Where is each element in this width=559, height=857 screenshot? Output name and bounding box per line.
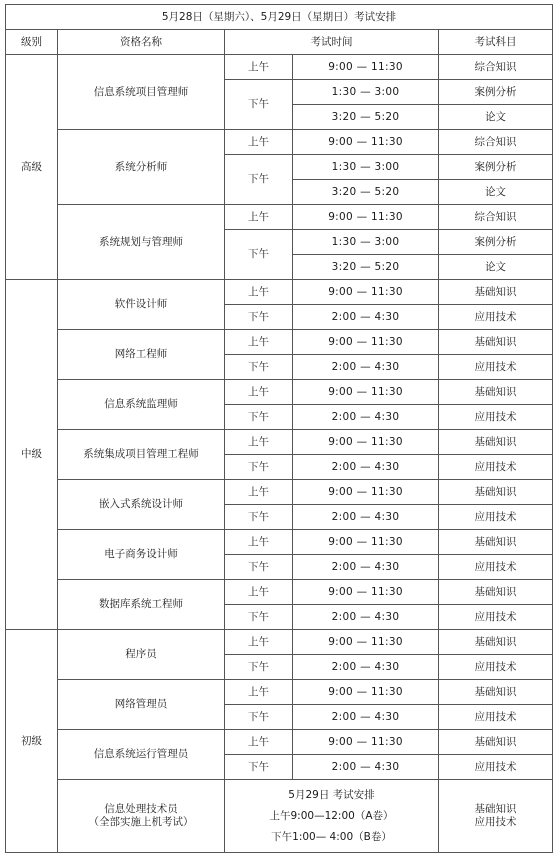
table-row bbox=[6, 630, 553, 655]
period-cell: 下午 bbox=[225, 605, 293, 630]
level-cell: 初级 bbox=[6, 630, 58, 853]
table-row bbox=[6, 730, 553, 755]
period-cell: 上午 bbox=[225, 380, 293, 405]
period-cell: 下午 bbox=[225, 355, 293, 380]
qualification-line: 信息处理技术员 bbox=[104, 803, 178, 815]
period-cell: 上午 bbox=[225, 55, 293, 80]
period-cell: 下午 bbox=[225, 655, 293, 680]
period-cell: 上午 bbox=[225, 580, 293, 605]
subject-cell: 基础知识 bbox=[439, 330, 553, 355]
subject-cell: 应用技术 bbox=[439, 455, 553, 480]
qualification-cell: 电子商务设计师 bbox=[58, 530, 225, 580]
table-row bbox=[6, 55, 553, 80]
subject-cell: 应用技术 bbox=[439, 755, 553, 780]
time-cell: 2:00 — 4:30 bbox=[293, 355, 439, 380]
qualification-cell: 系统分析师 bbox=[58, 130, 225, 205]
time-cell: 2:00 — 4:30 bbox=[293, 405, 439, 430]
line-gap bbox=[225, 802, 438, 810]
period-cell: 下午 bbox=[225, 705, 293, 730]
header-exam-time: 考试时间 bbox=[225, 30, 439, 55]
subject-cell: 应用技术 bbox=[439, 655, 553, 680]
qualification-cell bbox=[58, 780, 225, 853]
header-qualification: 资格名称 bbox=[58, 30, 225, 55]
qualification-cell: 系统集成项目管理工程师 bbox=[58, 430, 225, 480]
qualification-cell: 信息系统监理师 bbox=[58, 380, 225, 430]
period-cell: 上午 bbox=[225, 330, 293, 355]
period-cell: 上午 bbox=[225, 130, 293, 155]
subject-cell: 基础知识 bbox=[439, 480, 553, 505]
subject-line: 基础知识 bbox=[474, 803, 517, 815]
header-subject: 考试科目 bbox=[439, 30, 553, 55]
time-cell: 9:00 — 11:30 bbox=[293, 430, 439, 455]
table-row bbox=[6, 480, 553, 505]
period-cell: 下午 bbox=[225, 405, 293, 430]
header-row bbox=[6, 30, 553, 55]
time-cell: 2:00 — 4:30 bbox=[293, 305, 439, 330]
subject-cell: 论文 bbox=[439, 105, 553, 130]
table-row bbox=[6, 580, 553, 605]
subject-cell: 基础知识 bbox=[439, 280, 553, 305]
qualification-cell: 网络工程师 bbox=[58, 330, 225, 380]
qualification-cell: 信息系统运行管理员 bbox=[58, 730, 225, 780]
subject-cell: 应用技术 bbox=[439, 355, 553, 380]
qualification-cell: 系统规划与管理师 bbox=[58, 205, 225, 280]
subject-cell: 基础知识 bbox=[439, 680, 553, 705]
subject-cell: 基础知识 bbox=[439, 530, 553, 555]
subject-cell: 应用技术 bbox=[439, 705, 553, 730]
time-cell: 3:20 — 5:20 bbox=[293, 255, 439, 280]
table-row bbox=[6, 780, 553, 853]
title-row bbox=[6, 5, 553, 30]
table-row bbox=[6, 530, 553, 555]
subject-cell: 综合知识 bbox=[439, 55, 553, 80]
level-cell: 中级 bbox=[6, 280, 58, 630]
table-row bbox=[6, 280, 553, 305]
period-cell: 下午 bbox=[225, 305, 293, 330]
period-cell: 上午 bbox=[225, 430, 293, 455]
time-cell: 9:00 — 11:30 bbox=[293, 380, 439, 405]
period-cell: 上午 bbox=[225, 530, 293, 555]
subject-cell bbox=[439, 780, 553, 853]
subject-cell: 基础知识 bbox=[439, 380, 553, 405]
time-cell: 9:00 — 11:30 bbox=[293, 205, 439, 230]
time-cell: 9:00 — 11:30 bbox=[293, 280, 439, 305]
header-level: 级别 bbox=[6, 30, 58, 55]
subject-cell: 综合知识 bbox=[439, 130, 553, 155]
table-row bbox=[6, 380, 553, 405]
time-cell: 9:00 — 11:30 bbox=[293, 130, 439, 155]
time-cell: 2:00 — 4:30 bbox=[293, 555, 439, 580]
time-cell: 9:00 — 11:30 bbox=[293, 580, 439, 605]
period-cell: 下午 bbox=[225, 455, 293, 480]
subject-cell: 论文 bbox=[439, 180, 553, 205]
time-line: 上午9:00—12:00（A卷） bbox=[269, 809, 394, 822]
time-cell: 3:20 — 5:20 bbox=[293, 180, 439, 205]
subject-cell: 综合知识 bbox=[439, 205, 553, 230]
period-cell: 下午 bbox=[225, 555, 293, 580]
period-cell: 下午 bbox=[225, 230, 293, 280]
subject-cell: 基础知识 bbox=[439, 730, 553, 755]
qualification-cell: 程序员 bbox=[58, 630, 225, 680]
time-line: 5月29日 考试安排 bbox=[288, 788, 375, 801]
time-cell: 9:00 — 11:30 bbox=[293, 530, 439, 555]
time-cell: 1:30 — 3:00 bbox=[293, 230, 439, 255]
qualification-cell: 软件设计师 bbox=[58, 280, 225, 330]
period-cell: 下午 bbox=[225, 155, 293, 205]
subject-cell: 论文 bbox=[439, 255, 553, 280]
table-row bbox=[6, 680, 553, 705]
qualification-cell: 网络管理员 bbox=[58, 680, 225, 730]
exam-schedule-table bbox=[5, 4, 553, 853]
table-row bbox=[6, 330, 553, 355]
subject-cell: 案例分析 bbox=[439, 230, 553, 255]
time-cell: 1:30 — 3:00 bbox=[293, 80, 439, 105]
table-title: 5月28日（星期六）、5月29日（星期日）考试安排 bbox=[6, 5, 553, 30]
period-cell: 上午 bbox=[225, 280, 293, 305]
subject-cell: 案例分析 bbox=[439, 80, 553, 105]
time-cell: 2:00 — 4:30 bbox=[293, 755, 439, 780]
qualification-cell: 嵌入式系统设计师 bbox=[58, 480, 225, 530]
time-cell: 3:20 — 5:20 bbox=[293, 105, 439, 130]
subject-cell: 应用技术 bbox=[439, 305, 553, 330]
period-cell: 上午 bbox=[225, 680, 293, 705]
period-cell: 下午 bbox=[225, 80, 293, 130]
period-cell: 下午 bbox=[225, 505, 293, 530]
subject-cell: 基础知识 bbox=[439, 630, 553, 655]
qualification-cell: 数据库系统工程师 bbox=[58, 580, 225, 630]
qualification-cell: 信息系统项目管理师 bbox=[58, 55, 225, 130]
time-cell: 2:00 — 4:30 bbox=[293, 655, 439, 680]
time-cell: 2:00 — 4:30 bbox=[293, 505, 439, 530]
subject-cell: 基础知识 bbox=[439, 580, 553, 605]
table-row bbox=[6, 430, 553, 455]
combined-time-cell bbox=[225, 780, 439, 853]
time-cell: 2:00 — 4:30 bbox=[293, 705, 439, 730]
subject-cell: 基础知识 bbox=[439, 430, 553, 455]
subject-cell: 应用技术 bbox=[439, 605, 553, 630]
time-cell: 9:00 — 11:30 bbox=[293, 630, 439, 655]
time-cell: 1:30 — 3:00 bbox=[293, 155, 439, 180]
time-cell: 9:00 — 11:30 bbox=[293, 330, 439, 355]
subject-cell: 案例分析 bbox=[439, 155, 553, 180]
period-cell: 上午 bbox=[225, 730, 293, 755]
time-cell: 9:00 — 11:30 bbox=[293, 730, 439, 755]
time-line: 下午1:00— 4:00（B卷） bbox=[271, 830, 392, 843]
period-cell: 上午 bbox=[225, 630, 293, 655]
time-cell: 9:00 — 11:30 bbox=[293, 480, 439, 505]
period-cell: 上午 bbox=[225, 480, 293, 505]
subject-cell: 应用技术 bbox=[439, 555, 553, 580]
exam-schedule bbox=[5, 4, 553, 853]
time-cell: 9:00 — 11:30 bbox=[293, 55, 439, 80]
period-cell: 上午 bbox=[225, 205, 293, 230]
line-gap bbox=[225, 823, 438, 831]
subject-cell: 应用技术 bbox=[439, 505, 553, 530]
time-cell: 2:00 — 4:30 bbox=[293, 605, 439, 630]
qualification-line: （全部实施上机考试） bbox=[88, 816, 194, 828]
period-cell: 下午 bbox=[225, 755, 293, 780]
table-row bbox=[6, 130, 553, 155]
subject-cell: 应用技术 bbox=[439, 405, 553, 430]
time-cell: 2:00 — 4:30 bbox=[293, 455, 439, 480]
subject-line: 应用技术 bbox=[474, 816, 517, 828]
level-cell: 高级 bbox=[6, 55, 58, 280]
time-cell: 9:00 — 11:30 bbox=[293, 680, 439, 705]
table-row bbox=[6, 205, 553, 230]
